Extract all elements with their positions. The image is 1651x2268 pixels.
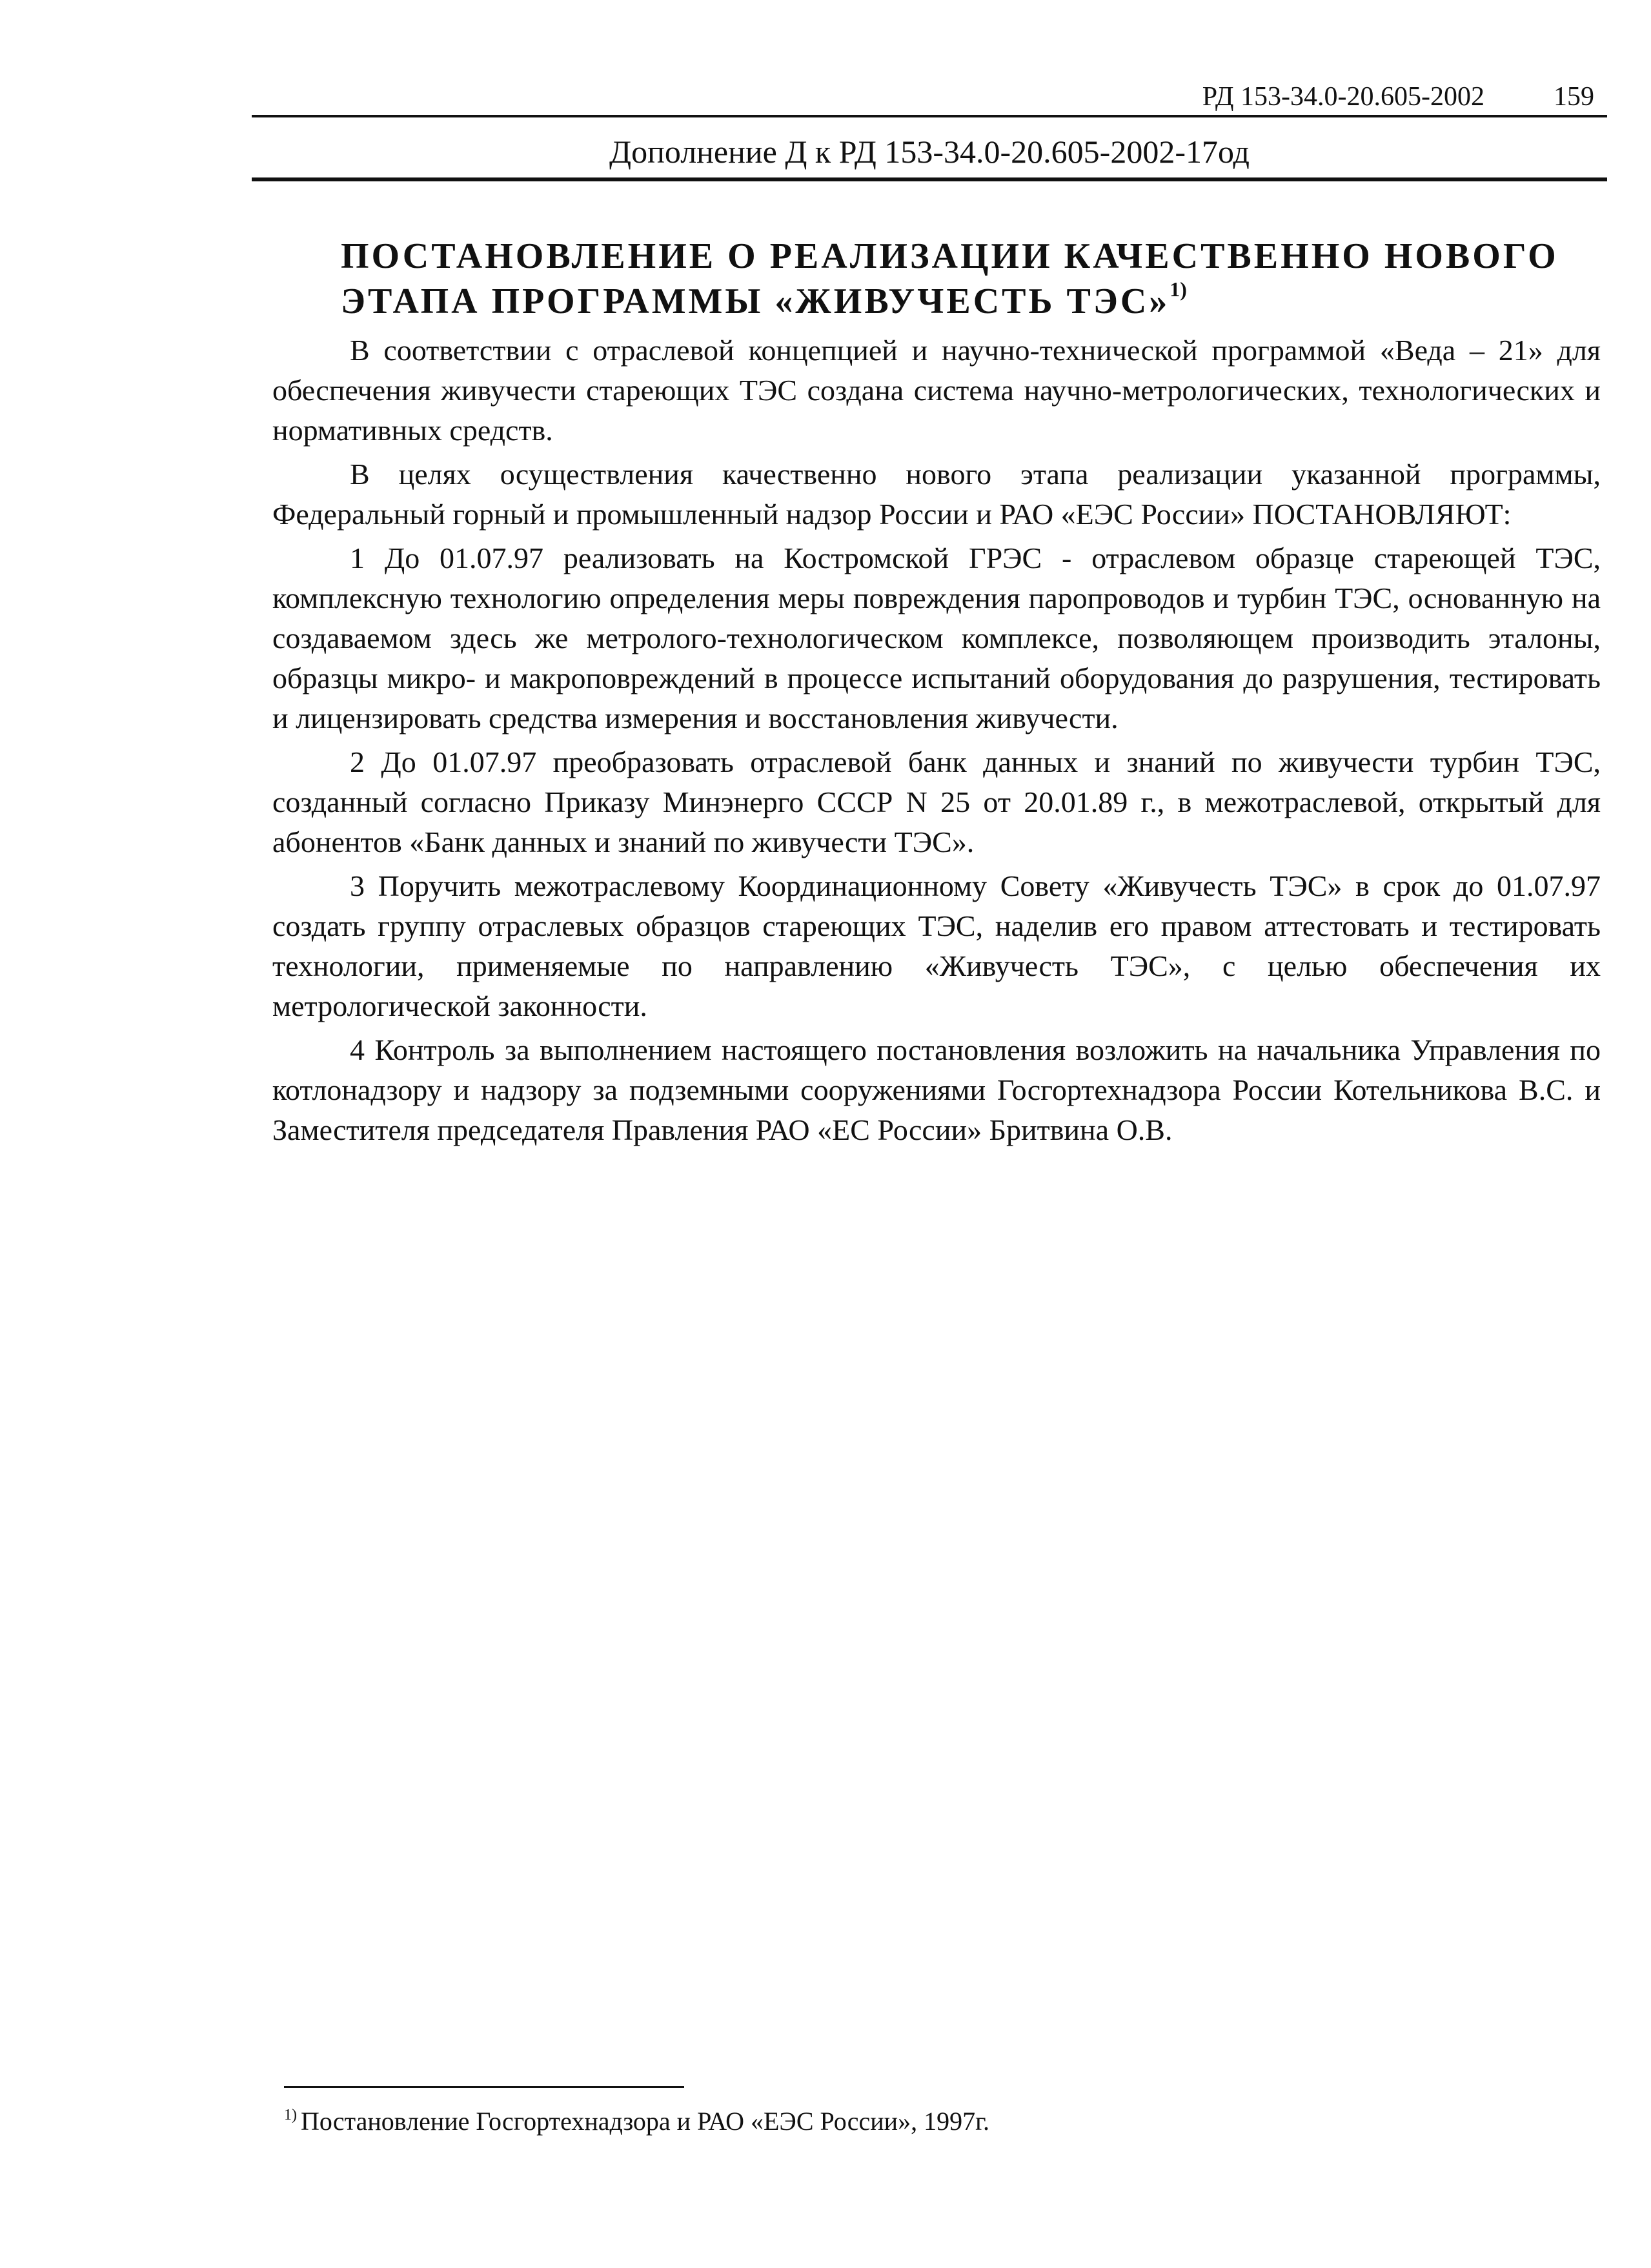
paragraph: 2 До 01.07.97 преобразовать отраслевой банк данных и знаний по живучести турбин ТЭС, созданный согласно Приказу Минэнерго СССР N 25 от 20.01.89 г., в межотраслевой, открытый для абонентов «Банк данных и знаний по живучести ТЭС». [272,745,1601,858]
header-rule [252,115,1607,117]
footnote-text: Постановление Госгортехнадзора и РАО «ЕЭС России», 1997г. [301,2107,989,2136]
title-footnote-mark: 1) [1170,278,1187,301]
paragraph: 1 До 01.07.97 реализовать на Костромской ГРЭС - отраслевом образце стареющей ТЭС, комплексную технологию определения меры повреждения паропроводов и турбин ТЭС, основанную на создаваемом здесь же метролого-технологическом комплексе, позволяющем производить эталоны, образцы микро- и макроповреждений в процессе испытаний оборудования до разрушения, тестировать и лицензировать средства измерения и восстановления живучести. [272,542,1601,734]
document-code: РД 153-34.0-20.605-2002 [1202,82,1484,112]
page-title [341,234,1567,324]
supplement-heading: Дополнение Д к РД 153-34.0-20.605-2002-17од [609,134,1250,170]
body-text [272,330,1601,1154]
title-text: ПОСТАНОВЛЕНИЕ О РЕАЛИЗАЦИИ КАЧЕСТВЕННО НОВОГО ЭТАПА ПРОГРАММЫ «ЖИВУЧЕСТЬ ТЭС» [341,236,1559,321]
footnote [284,2105,989,2138]
footnote-mark: 1) [284,2107,297,2123]
page-number: 159 [1554,82,1594,112]
footnote-rule [284,2086,684,2088]
paragraph: В соответствии с отраслевой концепцией и научно-технической программой «Веда – 21» для обеспечения живучести стареющих ТЭС создана система научно-метрологических, технологических и нормативных средств. [272,334,1601,447]
paragraph: В целях осуществления качественно нового этапа реализации указанной программы, Федеральный горный и промышленный надзор России и РАО «ЕЭС России» ПОСТАНОВЛЯЮТ: [272,458,1601,531]
paragraph: 4 Контроль за выполнением настоящего постановления возложить на начальника Управления по котлонадзору и надзору за подземными сооружениями Госгортехнадзора России Котельникова В.С. и Заместителя председателя Правления РАО «ЕС России» Бритвина О.В. [272,1033,1601,1146]
paragraph: 3 Поручить межотраслевому Координационному Совету «Живучесть ТЭС» в срок до 01.07.97 создать группу отраслевых образцов стареющих ТЭС, наделив его правом аттестовать и тестировать технологии, применяемые по направлению «Живучесть ТЭС», с целью обеспечения их метрологической законности. [272,869,1601,1022]
header-rule-thick [252,177,1607,181]
